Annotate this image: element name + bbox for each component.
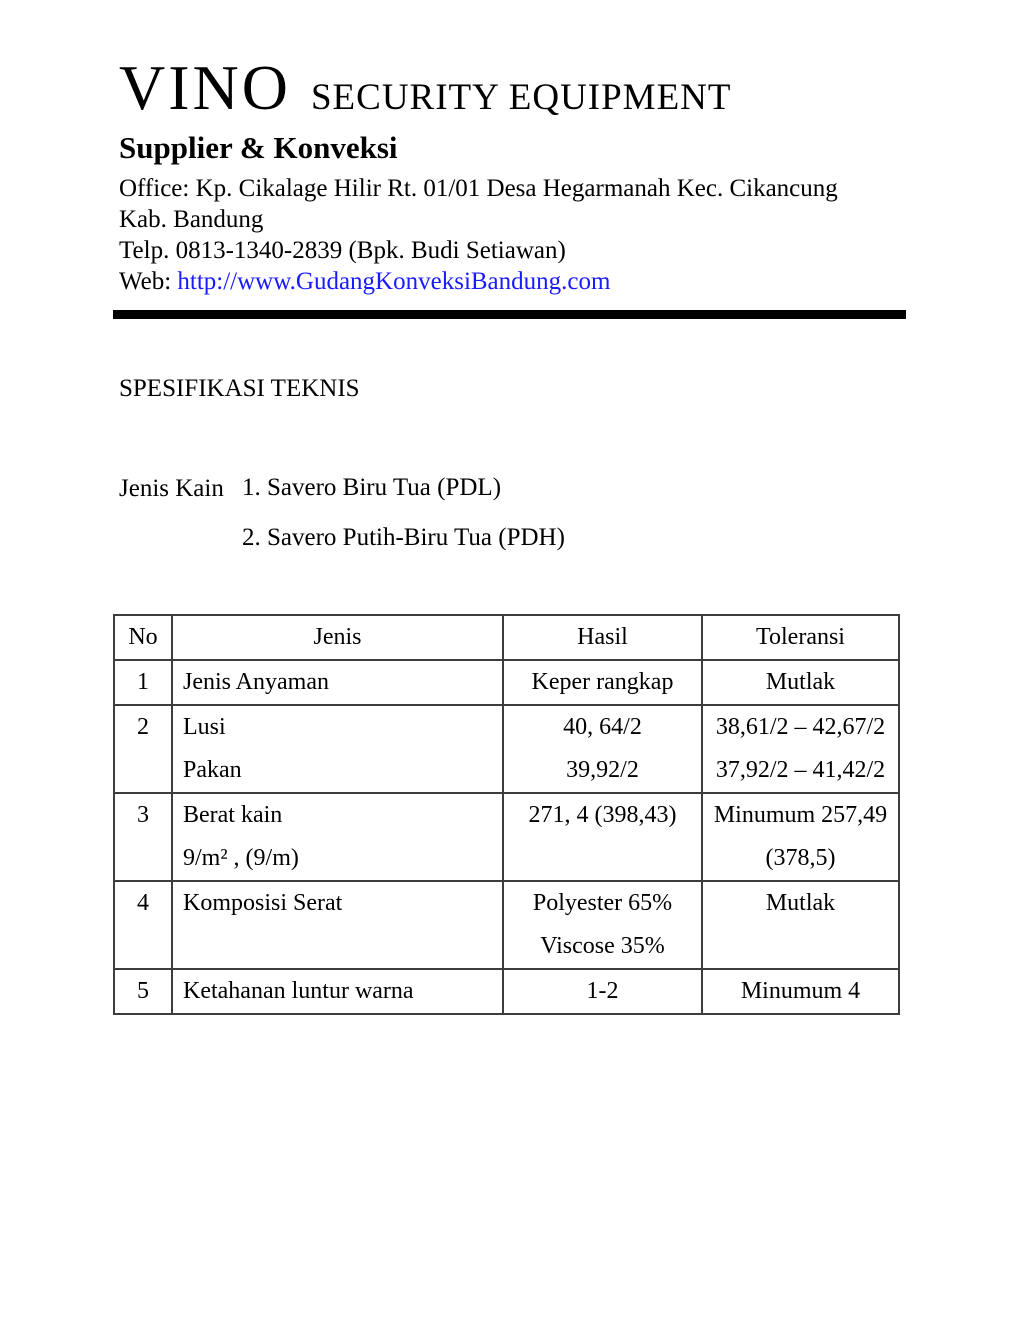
letterhead: [113, 0, 912, 319]
address-block: [119, 173, 912, 297]
table-header-row: [114, 615, 899, 660]
cell-jenis: Lusi Pakan: [172, 705, 503, 793]
cell-hasil: 40, 64/2 39,92/2: [503, 705, 702, 793]
cell-no: 5: [114, 969, 172, 1014]
col-header-toleransi: Toleransi: [702, 615, 899, 660]
table-row: [114, 881, 899, 969]
fabric-type-item: 1. Savero Biru Tua (PDL): [242, 473, 502, 501]
header-divider: [113, 310, 906, 319]
cell-toleransi: Minumum 4: [702, 969, 899, 1014]
table-row: [114, 660, 899, 705]
table-row: [114, 969, 899, 1014]
web-line: [119, 266, 912, 297]
brand-line: [119, 52, 912, 123]
cell-toleransi: Mutlak: [702, 660, 899, 705]
section-title: SPESIFIKASI TEKNIS: [119, 374, 360, 402]
col-header-jenis: Jenis: [172, 615, 503, 660]
company-subtitle: Supplier & Konveksi: [119, 130, 398, 165]
cell-jenis: Ketahanan luntur warna: [172, 969, 503, 1014]
cell-no: 2: [114, 705, 172, 793]
fabric-type-list: [242, 475, 565, 550]
cell-jenis: Jenis Anyaman: [172, 660, 503, 705]
col-header-hasil: Hasil: [503, 615, 702, 660]
cell-hasil: Polyester 65% Viscose 35%: [503, 881, 702, 969]
cell-toleransi: 38,61/2 – 42,67/2 37,92/2 – 41,42/2: [702, 705, 899, 793]
spec-table: [113, 614, 900, 1015]
fabric-type-block: [119, 475, 912, 550]
cell-jenis: Komposisi Serat: [172, 881, 503, 969]
web-label: Web:: [119, 267, 178, 295]
table-row: [114, 793, 899, 881]
cell-toleransi: Mutlak: [702, 881, 899, 969]
fabric-type-label: Jenis Kain: [119, 474, 224, 502]
office-address-line2: Kab. Bandung: [119, 205, 264, 233]
cell-hasil: 1-2: [503, 969, 702, 1014]
cell-toleransi: Minumum 257,49 (378,5): [702, 793, 899, 881]
cell-no: 1: [114, 660, 172, 705]
col-header-no: No: [114, 615, 172, 660]
brand-suffix: SECURITY EQUIPMENT: [310, 77, 732, 118]
cell-jenis: Berat kain 9/m² , (9/m): [172, 793, 503, 881]
office-address-line1: Office: Kp. Cikalage Hilir Rt. 01/01 Desa Hegarmanah Kec. Cikancung: [119, 174, 838, 202]
web-link[interactable]: http://www.GudangKonveksiBandung.com: [177, 267, 611, 295]
phone-line: Telp. 0813-1340-2839 (Bpk. Budi Setiawan): [119, 236, 566, 264]
fabric-type-item: 2. Savero Putih-Biru Tua (PDH): [242, 523, 565, 551]
cell-no: 4: [114, 881, 172, 969]
table-row: [114, 705, 899, 793]
cell-hasil: Keper rangkap: [503, 660, 702, 705]
cell-hasil: 271, 4 (398,43): [503, 793, 702, 881]
cell-no: 3: [114, 793, 172, 881]
brand-wordmark: VINO: [119, 52, 291, 123]
